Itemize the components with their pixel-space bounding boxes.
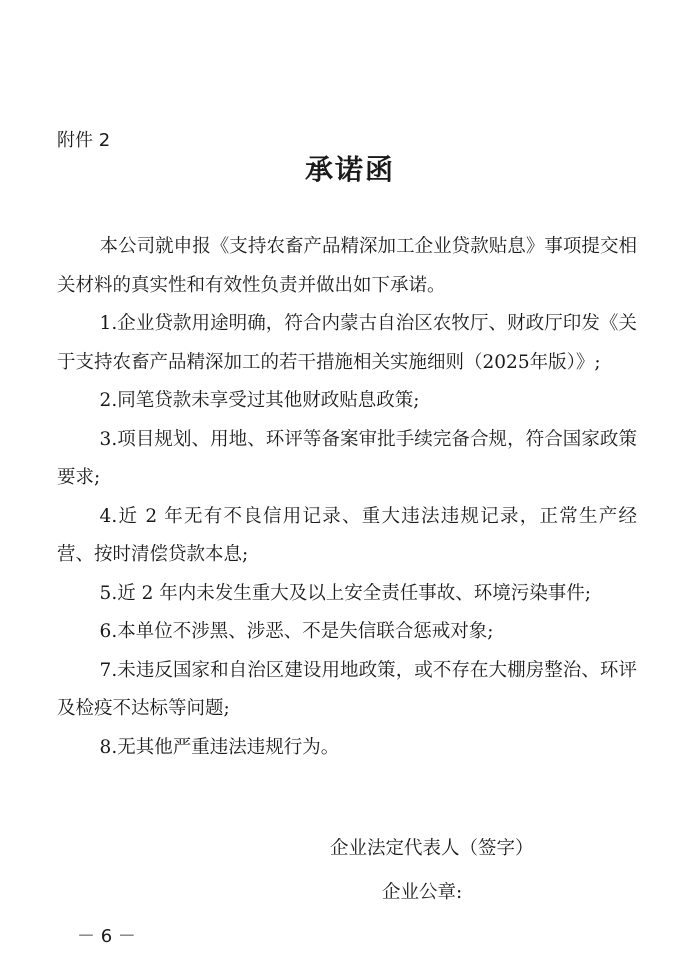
- page-number: － 6 －: [77, 926, 136, 947]
- commitment-item-3: 3.项目规划、用地、环评等备案审批手续完备合规，符合国家政策要求;: [57, 428, 637, 488]
- attachment-label: 附件 2: [57, 130, 111, 151]
- commitment-item-5: 5.近 2 年内未发生重大及以上安全责任事故、环境污染事件;: [99, 582, 591, 604]
- intro-paragraph: 本公司就申报《支持农畜产品精深加工企业贷款贴息》事项提交相关材料的真实性和有效性负责并做出如下承诺。: [57, 236, 637, 296]
- company-seal-label: 企业公章:: [382, 882, 463, 903]
- commitment-item-2: 2.同笔贷款未享受过其他财政贴息政策;: [99, 390, 420, 411]
- commitment-item-7: 7.未违反国家和自治区建设用地政策，或不存在大棚房整治、环评及检疫不达标等问题;: [57, 659, 637, 719]
- commitment-item-6: 6.本单位不涉黑、涉恶、不是失信联合惩戒对象;: [99, 621, 494, 642]
- document-title: 承诺函: [304, 153, 395, 186]
- commitment-item-4: 4.近 2 年无有不良信用记录、重大违法违规记录，正常生产经营、按时清偿贷款本息;: [57, 505, 637, 565]
- document-body: [57, 228, 637, 767]
- legal-representative-signature: 企业法定代表人（签字）: [330, 838, 534, 859]
- commitment-item-8: 8.无其他严重违法违规行为。: [99, 736, 340, 758]
- commitment-item-1: 1.企业贷款用途明确，符合内蒙古自治区农牧厅、财政厅印发《关于支持农畜产品精深加工的若干措施相关实施细则（2025年版）》;: [57, 313, 637, 373]
